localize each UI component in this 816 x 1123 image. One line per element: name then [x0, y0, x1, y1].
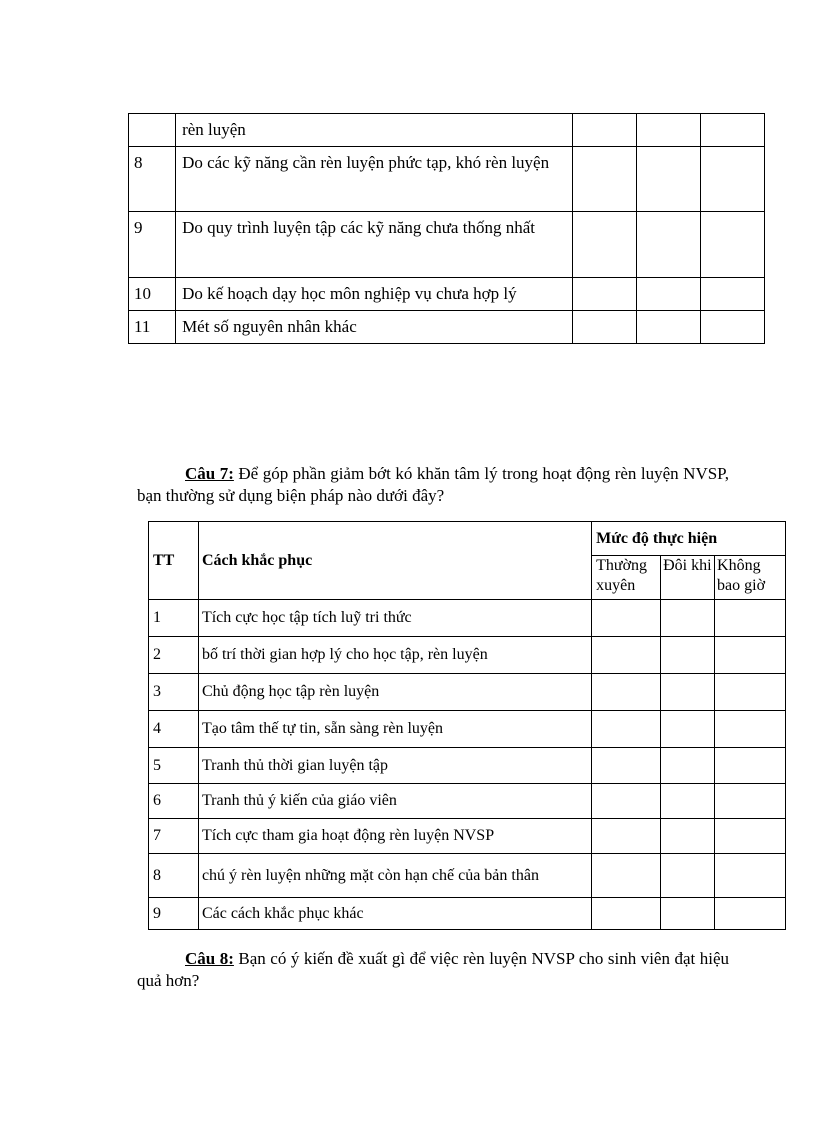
- row-text: chú ý rèn luyện những mặt còn hạn chế của bản thân: [198, 854, 591, 898]
- answer-cell[interactable]: [592, 898, 661, 930]
- answer-cell[interactable]: [661, 819, 715, 854]
- remedies-table: [148, 521, 786, 930]
- answer-cell[interactable]: [700, 114, 764, 147]
- row-number: [129, 114, 176, 147]
- table-row: [149, 819, 786, 854]
- answer-cell[interactable]: [592, 854, 661, 898]
- answer-cell[interactable]: [700, 147, 764, 212]
- row-text: Do kế hoạch dạy học môn nghiệp vụ chưa hợp lý: [176, 278, 573, 311]
- row-number: 9: [149, 898, 199, 930]
- answer-cell[interactable]: [592, 748, 661, 784]
- row-number: 8: [149, 854, 199, 898]
- answer-cell[interactable]: [636, 278, 700, 311]
- row-text: Do các kỹ năng cần rèn luyện phức tạp, khó rèn luyện: [176, 147, 573, 212]
- answer-cell[interactable]: [700, 212, 764, 278]
- answer-cell[interactable]: [636, 147, 700, 212]
- row-text: bố trí thời gian hợp lý cho học tập, rèn luyện: [198, 637, 591, 674]
- table-row: [149, 674, 786, 711]
- table-row: [129, 311, 765, 344]
- row-number: 3: [149, 674, 199, 711]
- row-text: Tạo tâm thế tự tin, sẵn sàng rèn luyện: [198, 711, 591, 748]
- question-7-label: Câu 7:: [185, 464, 234, 483]
- row-number: 2: [149, 637, 199, 674]
- answer-cell[interactable]: [715, 784, 786, 819]
- table-row: [129, 212, 765, 278]
- answer-cell[interactable]: [636, 212, 700, 278]
- table-row: [129, 114, 765, 147]
- table-row: [149, 711, 786, 748]
- table-row: [149, 898, 786, 930]
- table-row: [149, 600, 786, 637]
- row-number: 6: [149, 784, 199, 819]
- answer-cell[interactable]: [636, 114, 700, 147]
- answer-cell[interactable]: [715, 748, 786, 784]
- row-text: Do quy trình luyện tập các kỹ năng chưa thống nhất: [176, 212, 573, 278]
- row-number: 10: [129, 278, 176, 311]
- row-number: 4: [149, 711, 199, 748]
- answer-cell[interactable]: [700, 311, 764, 344]
- answer-cell[interactable]: [636, 311, 700, 344]
- level-header: Mức độ thực hiện: [592, 522, 786, 556]
- table-row: [129, 278, 765, 311]
- answer-cell[interactable]: [715, 854, 786, 898]
- question-8: [137, 948, 729, 992]
- col-never-header: Không bao giờ: [715, 556, 786, 600]
- header-row: [149, 522, 786, 556]
- answer-cell[interactable]: [572, 212, 636, 278]
- answer-cell[interactable]: [715, 674, 786, 711]
- question-8-label: Câu 8:: [185, 949, 234, 968]
- table-row: [129, 147, 765, 212]
- table-row: [149, 854, 786, 898]
- row-number: 8: [129, 147, 176, 212]
- question-8-text: Bạn có ý kiến đề xuất gì để việc rèn luyện NVSP cho sinh viên đạt hiệu quả hơn?: [137, 949, 729, 990]
- col-always-header: Thường xuyên: [592, 556, 661, 600]
- answer-cell[interactable]: [700, 278, 764, 311]
- answer-cell[interactable]: [592, 674, 661, 711]
- answer-cell[interactable]: [572, 278, 636, 311]
- answer-cell[interactable]: [661, 600, 715, 637]
- col-sometimes-header: Đôi khi: [661, 556, 715, 600]
- answer-cell[interactable]: [661, 748, 715, 784]
- row-text: Tranh thủ ý kiến của giáo viên: [198, 784, 591, 819]
- answer-cell[interactable]: [592, 819, 661, 854]
- answer-cell[interactable]: [572, 311, 636, 344]
- answer-cell[interactable]: [661, 711, 715, 748]
- row-number: 7: [149, 819, 199, 854]
- table-row: [149, 748, 786, 784]
- row-text: Tranh thủ thời gian luyện tập: [198, 748, 591, 784]
- row-text: Chủ động học tập rèn luyện: [198, 674, 591, 711]
- answer-cell[interactable]: [572, 147, 636, 212]
- row-text: Các cách khắc phục khác: [198, 898, 591, 930]
- answer-cell[interactable]: [661, 637, 715, 674]
- answer-cell[interactable]: [661, 854, 715, 898]
- answer-cell[interactable]: [661, 784, 715, 819]
- row-text: rèn luyện: [176, 114, 573, 147]
- answer-cell[interactable]: [592, 711, 661, 748]
- answer-cell[interactable]: [661, 898, 715, 930]
- table-row: [149, 637, 786, 674]
- answer-cell[interactable]: [592, 784, 661, 819]
- answer-cell[interactable]: [715, 711, 786, 748]
- answer-cell[interactable]: [715, 819, 786, 854]
- tt-header: TT: [149, 522, 199, 600]
- question-7-text: Để góp phần giảm bớt kó khăn tâm lý trong hoạt động rèn luyện NVSP, bạn thường sử dụng biện pháp nào dưới đây?: [137, 464, 729, 505]
- row-text: Tích cực tham gia hoạt động rèn luyện NVSP: [198, 819, 591, 854]
- answer-cell[interactable]: [592, 637, 661, 674]
- answer-cell[interactable]: [715, 600, 786, 637]
- answer-cell[interactable]: [715, 637, 786, 674]
- row-number: 9: [129, 212, 176, 278]
- answer-cell[interactable]: [592, 600, 661, 637]
- question-7: [137, 463, 729, 507]
- causes-table: [128, 113, 765, 344]
- method-header: Cách khắc phục: [198, 522, 591, 600]
- row-number: 11: [129, 311, 176, 344]
- answer-cell[interactable]: [572, 114, 636, 147]
- row-text: Tích cực học tập tích luỹ tri thức: [198, 600, 591, 637]
- answer-cell[interactable]: [715, 898, 786, 930]
- row-text: Mét số nguyên nhân khác: [176, 311, 573, 344]
- row-number: 5: [149, 748, 199, 784]
- row-number: 1: [149, 600, 199, 637]
- answer-cell[interactable]: [661, 674, 715, 711]
- table-row: [149, 784, 786, 819]
